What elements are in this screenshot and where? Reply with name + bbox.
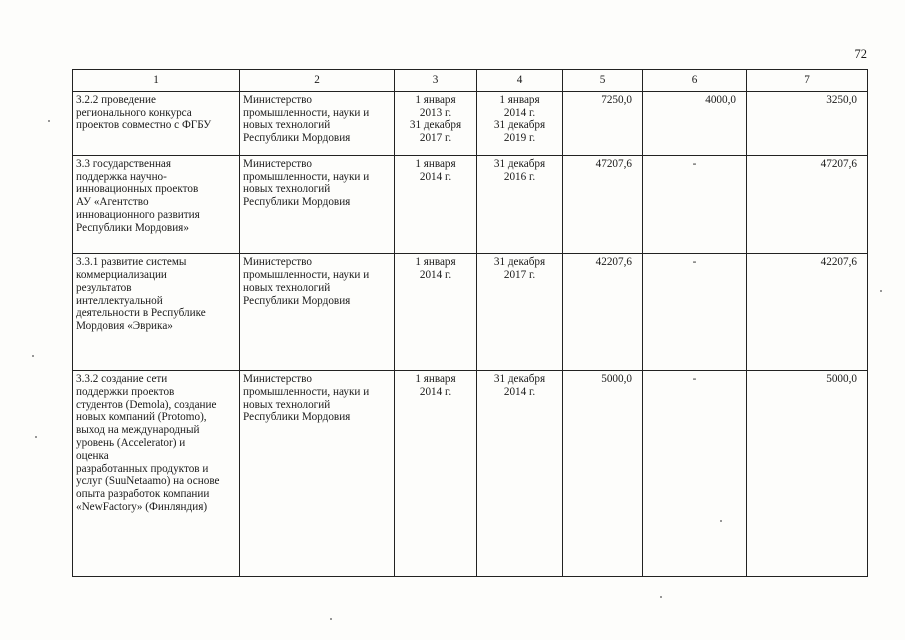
col6-amount-cell: 4000,0 xyxy=(643,91,747,155)
total-amount-cell: 5000,0 xyxy=(563,371,643,577)
end-date-cell: 31 декабря 2017 г. xyxy=(477,254,563,371)
start-date-cell: 1 января 2014 г. xyxy=(395,371,477,577)
start-date-cell: 1 января 2014 г. xyxy=(395,155,477,253)
scan-speck xyxy=(330,618,332,620)
activity-name-cell: 3.2.2 проведение регионального конкурса проектов совместно с ФГБУ xyxy=(73,91,240,155)
page-number: 72 xyxy=(854,47,867,61)
col6-amount-cell: - xyxy=(643,155,747,253)
end-date-cell: 1 января 2014 г. 31 декабря 2019 г. xyxy=(477,91,563,155)
program-table xyxy=(72,69,868,577)
start-date-cell: 1 января 2013 г. 31 декабря 2017 г. xyxy=(395,91,477,155)
scan-speck xyxy=(720,520,722,522)
header-cell: 1 xyxy=(73,70,240,92)
scan-speck xyxy=(32,355,34,357)
col7-amount-cell: 3250,0 xyxy=(747,91,868,155)
scan-speck xyxy=(660,596,662,598)
activity-name-cell: 3.3.2 создание сети поддержки проектов студентов (Demola), создание новых компаний (Protomo), выход на международный уровень (Accelerator) и оценка разработанных продуктов и услуг (SuuNetaamo) на основе опыта разработок компании «NewFactory» (Финляндия) xyxy=(73,371,240,577)
scan-speck xyxy=(48,120,50,122)
col7-amount-cell: 42207,6 xyxy=(747,254,868,371)
executor-cell: Министерство промышленности, науки и новых технологий Республики Мордовия xyxy=(240,371,395,577)
header-cell: 2 xyxy=(240,70,395,92)
col6-amount-cell: - xyxy=(643,371,747,577)
total-amount-cell: 7250,0 xyxy=(563,91,643,155)
scan-speck xyxy=(35,436,37,438)
activity-name-cell: 3.3 государственная поддержка научно- инновационных проектов АУ «Агентство инновационного развития Республики Мордовия» xyxy=(73,155,240,253)
header-cell: 7 xyxy=(747,70,868,92)
executor-cell: Министерство промышленности, науки и новых технологий Республики Мордовия xyxy=(240,91,395,155)
end-date-cell: 31 декабря 2016 г. xyxy=(477,155,563,253)
executor-cell: Министерство промышленности, науки и новых технологий Республики Мордовия xyxy=(240,254,395,371)
header-cell: 6 xyxy=(643,70,747,92)
col7-amount-cell: 5000,0 xyxy=(747,371,868,577)
end-date-cell: 31 декабря 2014 г. xyxy=(477,371,563,577)
header-cell: 4 xyxy=(477,70,563,92)
table-row xyxy=(73,155,868,253)
start-date-cell: 1 января 2014 г. xyxy=(395,254,477,371)
header-row xyxy=(73,70,868,92)
table-row xyxy=(73,91,868,155)
total-amount-cell: 42207,6 xyxy=(563,254,643,371)
activity-name-cell: 3.3.1 развитие системы коммерциализации результатов интеллектуальной деятельности в Республике Мордовия «Эврика» xyxy=(73,254,240,371)
header-cell: 3 xyxy=(395,70,477,92)
col7-amount-cell: 47207,6 xyxy=(747,155,868,253)
executor-cell: Министерство промышленности, науки и новых технологий Республики Мордовия xyxy=(240,155,395,253)
header-cell: 5 xyxy=(563,70,643,92)
table-row xyxy=(73,371,868,577)
scan-speck xyxy=(880,290,882,292)
total-amount-cell: 47207,6 xyxy=(563,155,643,253)
col6-amount-cell: - xyxy=(643,254,747,371)
table-row xyxy=(73,254,868,371)
